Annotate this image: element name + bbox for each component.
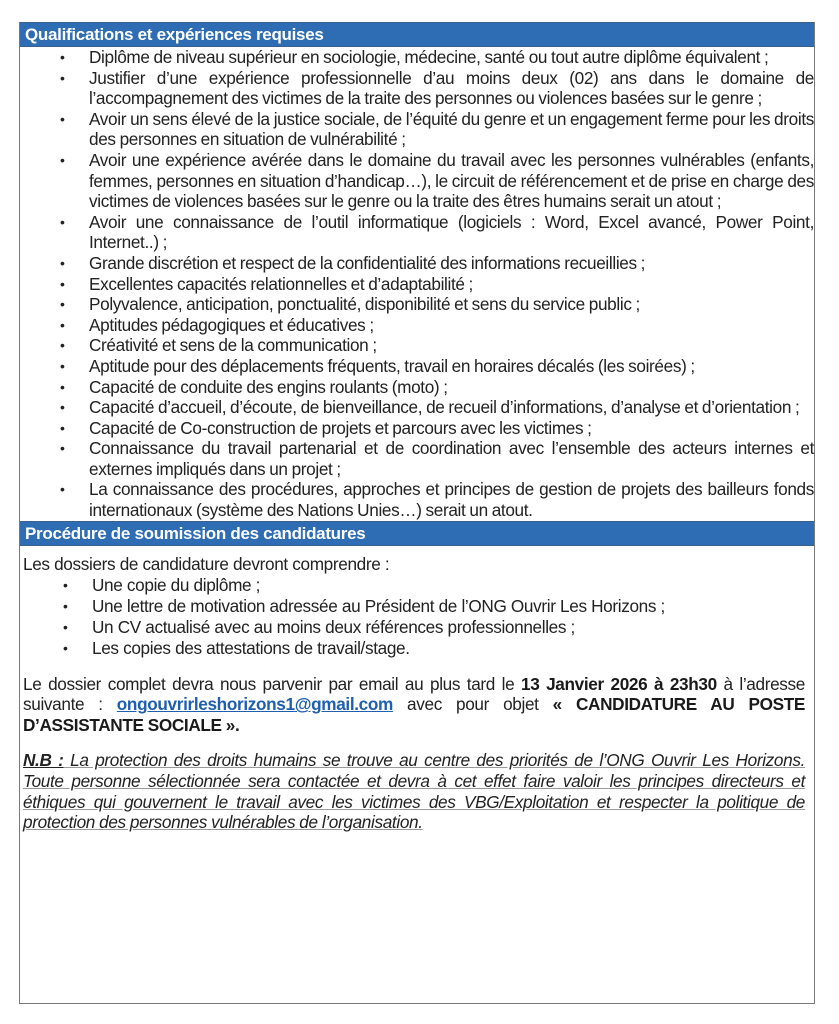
list-item: • Une copie du diplôme ; xyxy=(63,574,261,595)
list-item: • Aptitude pour des déplacements fréquents, travail en horaires décalés (les soirées) ; xyxy=(60,355,695,376)
list-item: • Connaissance du travail partenarial et de coordination avec l’ensemble des acteurs internes et externes impliqués dans un projet ; xyxy=(60,438,814,479)
list-item: • Excellentes capacités relationnelles et d’adaptabilité ; xyxy=(60,273,473,294)
bullet-icon: • xyxy=(60,69,65,86)
bullet-icon: • xyxy=(60,254,65,271)
submission-paragraph: Le dossier complet devra nous parvenir par email au plus tard le 13 Janvier 2026 à 23h30 à l’adresse suivante : ongouvrirleshorizons1@gmail.com avec pour objet « CANDIDATURE AU POSTE D’ASSISTANTE SOCIALE ». xyxy=(23,673,806,735)
bullet-icon: • xyxy=(60,378,65,395)
bullet-icon: • xyxy=(60,296,65,313)
list-item: • Justifier d’une expérience professionnelle d’au moins deux (02) ans dans le domaine de l’accompagnement des victimes de la traite des personnes ou violences basées sur le genre ; xyxy=(60,67,814,109)
bullet-icon: • xyxy=(63,597,68,614)
procedure-header: Procédure de soumission des candidatures xyxy=(20,521,814,546)
list-item: • Avoir une connaissance de l’outil informatique (logiciels : Word, Excel avancé, Power Point, Internet..) ; xyxy=(60,211,814,253)
list-item: • Les copies des attestations de travail/stage. xyxy=(63,637,410,658)
bullet-icon: • xyxy=(60,110,65,127)
bullet-icon: • xyxy=(60,419,65,436)
list-item: • Polyvalence, anticipation, ponctualité, disponibilité et sens du service public ; xyxy=(60,294,640,315)
list-item: • Capacité d’accueil, d’écoute, de bienveillance, de recueil d’informations, d’analyse et d’orientation ; xyxy=(60,397,800,418)
bullet-icon: • xyxy=(60,440,65,457)
bullet-icon: • xyxy=(60,49,65,65)
list-item: • Un CV actualisé avec au moins deux références professionnelles ; xyxy=(63,616,575,637)
job-requirements-box xyxy=(19,22,815,1004)
bullet-icon: • xyxy=(60,337,65,354)
list-item: • Créativité et sens de la communication ; xyxy=(60,335,377,356)
qualifications-header: Qualifications et expériences requises xyxy=(20,22,814,47)
procedure-section xyxy=(20,546,814,833)
bullet-icon: • xyxy=(60,399,65,416)
nb-label: N.B : xyxy=(23,750,64,771)
list-item: • Capacité de conduite des engins roulants (moto) ; xyxy=(60,376,448,397)
email-subject: « CANDIDATURE AU POSTE D’ASSISTANTE SOCIALE ». xyxy=(23,694,805,735)
bullet-icon: • xyxy=(63,576,68,593)
list-item: • Diplôme de niveau supérieur en sociologie, médecine, santé ou tout autre diplôme équivalent ; xyxy=(60,47,769,67)
list-item: • Grande discrétion et respect de la confidentialité des informations recueillies ; xyxy=(60,252,646,273)
bullet-icon: • xyxy=(63,618,68,635)
required-documents-list xyxy=(23,575,805,659)
list-item: • Avoir un sens élevé de la justice sociale, de l’équité du genre et un engagement ferme pour les droits des personnes en situation de vulnérabilité ; xyxy=(60,108,814,150)
deadline: 13 Janvier 2026 à 23h30 xyxy=(521,673,717,694)
email-link[interactable]: ongouvrirleshorizons1@gmail.com xyxy=(116,694,393,715)
list-item: • Avoir une expérience avérée dans le domaine du travail avec les personnes vulnérables (enfants, femmes, personnes en situation d’handicap…), le circuit de référencement et de prise en charge des victimes de violences basées sur le genre ou la traite des êtres humains serait un atout ; xyxy=(60,149,814,212)
procedure-intro: Les dossiers de candidature devront comprendre : xyxy=(23,553,390,574)
list-item: • Aptitudes pédagogiques et éducatives ; xyxy=(60,314,374,335)
list-item: • La connaissance des procédures, approches et principes de gestion de projets des bailleurs fonds internationaux (système des Nations Unies…) serait un atout. xyxy=(60,479,814,521)
nb-text: La protection des droits humains se trouve au centre des priorités de l’ONG Ouvrir Les Horizons. Toute personne sélectionnée sera contactée et devra à cet effet faire valoir les principes directeurs et éthiques qui gouvernent le travail avec les victimes des VBG/Exploitation et respecter la politique de protection des personnes vulnérables de l’organisation. xyxy=(23,750,805,833)
qualifications-list xyxy=(20,47,814,521)
bullet-icon: • xyxy=(60,316,65,333)
bullet-icon: • xyxy=(60,213,65,230)
list-item: • Une lettre de motivation adressée au Président de l’ONG Ouvrir Les Horizons ; xyxy=(63,595,665,616)
bullet-icon: • xyxy=(60,275,65,292)
bullet-icon: • xyxy=(60,481,65,498)
nb-note xyxy=(23,750,805,832)
bullet-icon: • xyxy=(60,151,65,168)
bullet-icon: • xyxy=(63,639,68,656)
bullet-icon: • xyxy=(60,357,65,374)
list-item: • Capacité de Co-construction de projets et parcours avec les victimes ; xyxy=(60,417,592,438)
